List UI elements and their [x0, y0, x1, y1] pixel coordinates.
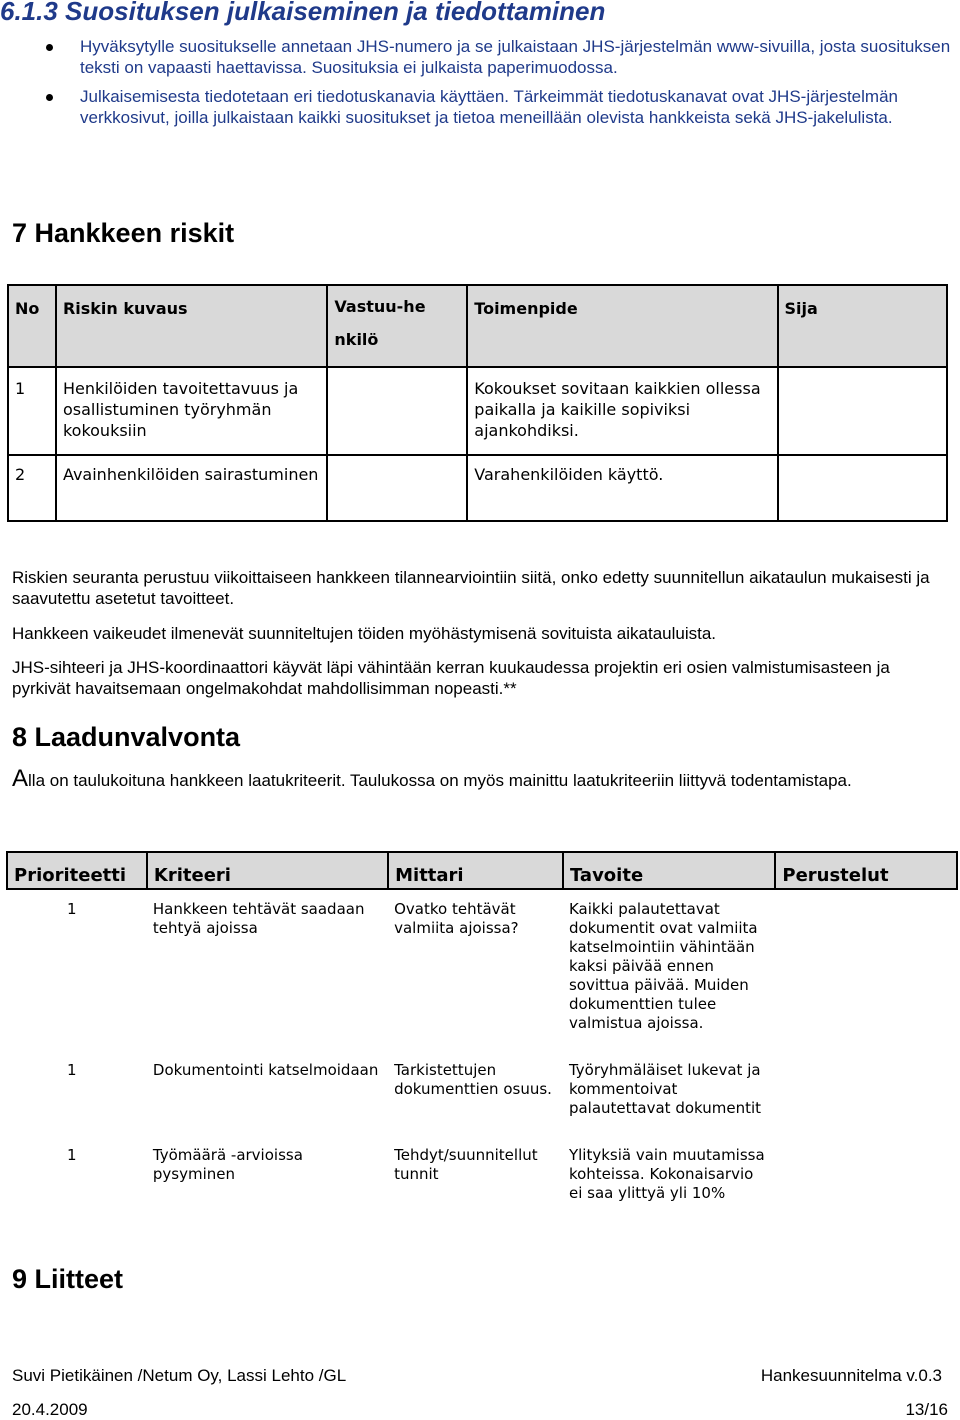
cell-meter: Ovatko tehtävät valmiita ajoissa?	[394, 900, 519, 937]
header-action: Toimenpide	[467, 285, 777, 367]
header-reasons: Perustelut	[775, 852, 957, 889]
risk-paragraph: Riskien seuranta perustuu viikoittaiseen hankkeen tilannearviointiin siitä, onko edetty suunnitellun aikataulun mukaisesti ja saavutettu asetetut tavoitteet.	[12, 568, 930, 608]
cell-priority: 1	[67, 900, 77, 918]
footer-authors: Suvi Pietikäinen /Netum Oy, Lassi Lehto /GL	[12, 1366, 347, 1385]
risk-paragraph: JHS-sihteeri ja JHS-koordinaattori käyvät läpi vähintään kerran kuukaudessa projektin eri osien valmistumisasteen ja pyrkivät havaitsemaan ongelmakohdat mahdollisimman nopeasti.**	[12, 658, 890, 698]
section-title-7: 7 Hankkeen riskit	[12, 218, 235, 248]
cell-priority: 1	[67, 1146, 77, 1164]
cell-responsible	[327, 455, 467, 521]
header-responsible: Vastuu-henkilö	[327, 285, 467, 367]
cell-no: 1	[8, 367, 56, 455]
header-no: No	[8, 285, 56, 367]
cell-priority: 1	[67, 1061, 77, 1079]
cell-no: 2	[8, 455, 56, 521]
bullet-item: Hyväksytylle suositukselle annetaan JHS-numero ja se julkaistaan JHS-järjestelmän www-sivuilla, josta suosituksen teksti on vapaasti haettavissa. Suosituksia ei julkaista paperimuodossa.	[0, 36, 960, 78]
header-priority: Prioriteetti	[7, 852, 147, 889]
section-6-1-3	[0, 0, 960, 170]
section-title-6-1-3: 6.1.3 Suosituksen julkaiseminen ja tiedottaminen	[0, 0, 606, 26]
quality-table-header	[7, 852, 957, 889]
header-rank: Sija	[778, 285, 947, 367]
cell-criteria: Hankkeen tehtävät saadaan tehtyä ajoissa	[152, 900, 365, 937]
footer-date: 20.4.2009	[12, 1400, 88, 1419]
cell-meter: Tarkistettujen dokumenttien osuus.	[394, 1061, 552, 1098]
quality-intro: Alla on taulukoituna hankkeen laatukriteerit. Taulukossa on myös mainittu laatukriteeriin liittyvä todentamistapa.	[12, 765, 852, 792]
table-row	[8, 455, 947, 521]
cell-goal: Kaikki palautettavat dokumentit ovat valmiita katselmointiin vähintään kaksi päivää ennen sovittua päivää. Muiden dokumenttien tulee valmistua ajoissa.	[568, 900, 758, 1032]
cell-meter: Tehdyt/suunnitellut tunnit	[394, 1146, 538, 1183]
cell-goal: Työryhmäläiset lukevat ja kommentoivat palautettavat dokumentit	[568, 1061, 762, 1117]
bullet-dot-icon	[46, 44, 53, 51]
header-description: Riskin kuvaus	[56, 285, 327, 367]
cell-reasons	[775, 889, 957, 1051]
cell-criteria: Työmäärä -arvioissa pysyminen	[152, 1146, 303, 1183]
cell-rank	[778, 367, 947, 455]
table-row	[8, 367, 947, 455]
risk-paragraph: Hankkeen vaikeudet ilmenevät suunniteltujen töiden myöhästymisenä sovituista aikatauluista.	[12, 624, 717, 643]
header-meter: Mittari	[388, 852, 563, 889]
risk-table-header	[8, 285, 947, 367]
cell-reasons	[775, 1136, 957, 1221]
section-title-9: 9 Liitteet	[12, 1264, 124, 1294]
section-title-8: 8 Laadunvalvonta	[12, 722, 241, 752]
bullet-dot-icon	[46, 94, 53, 101]
drop-letter: A	[12, 765, 29, 792]
cell-goal: Ylityksiä vain muutamissa kohteissa. Kokonaisarvio ei saa ylittyä yli 10%	[568, 1146, 765, 1202]
header-criteria: Kriteeri	[147, 852, 388, 889]
table-row	[7, 1136, 957, 1221]
header-goal: Tavoite	[563, 852, 775, 889]
cell-description: Avainhenkilöiden sairastuminen	[56, 455, 327, 521]
table-row	[7, 1051, 957, 1136]
cell-action: Varahenkilöiden käyttö.	[467, 455, 777, 521]
footer-page-number: 13/16	[905, 1400, 948, 1419]
cell-description: Henkilöiden tavoitettavuus ja osallistuminen työryhmän kokouksiin	[56, 367, 327, 455]
cell-action: Kokoukset sovitaan kaikkien ollessa paikalla ja kaikille sopiviksi ajankohdiksi.	[467, 367, 777, 455]
cell-reasons	[775, 1051, 957, 1136]
cell-responsible	[327, 367, 467, 455]
quality-table	[6, 851, 958, 1221]
table-row	[7, 889, 957, 1051]
footer-document: Hankesuunnitelma v.0.3	[760, 1366, 942, 1385]
bullet-list	[0, 36, 960, 136]
bullet-item: Julkaisemisesta tiedotetaan eri tiedotuskanavia käyttäen. Tärkeimmät tiedotuskanavat ovat JHS-järjestelmän verkkosivut, joilla julkaistaan kaikki suositukset ja tietoa meneillään olevista hankkeista sekä JHS-jakelulista.	[0, 86, 960, 128]
cell-rank	[778, 455, 947, 521]
risk-table	[7, 284, 948, 522]
cell-criteria: Dokumentointi katselmoidaan	[152, 1061, 379, 1079]
